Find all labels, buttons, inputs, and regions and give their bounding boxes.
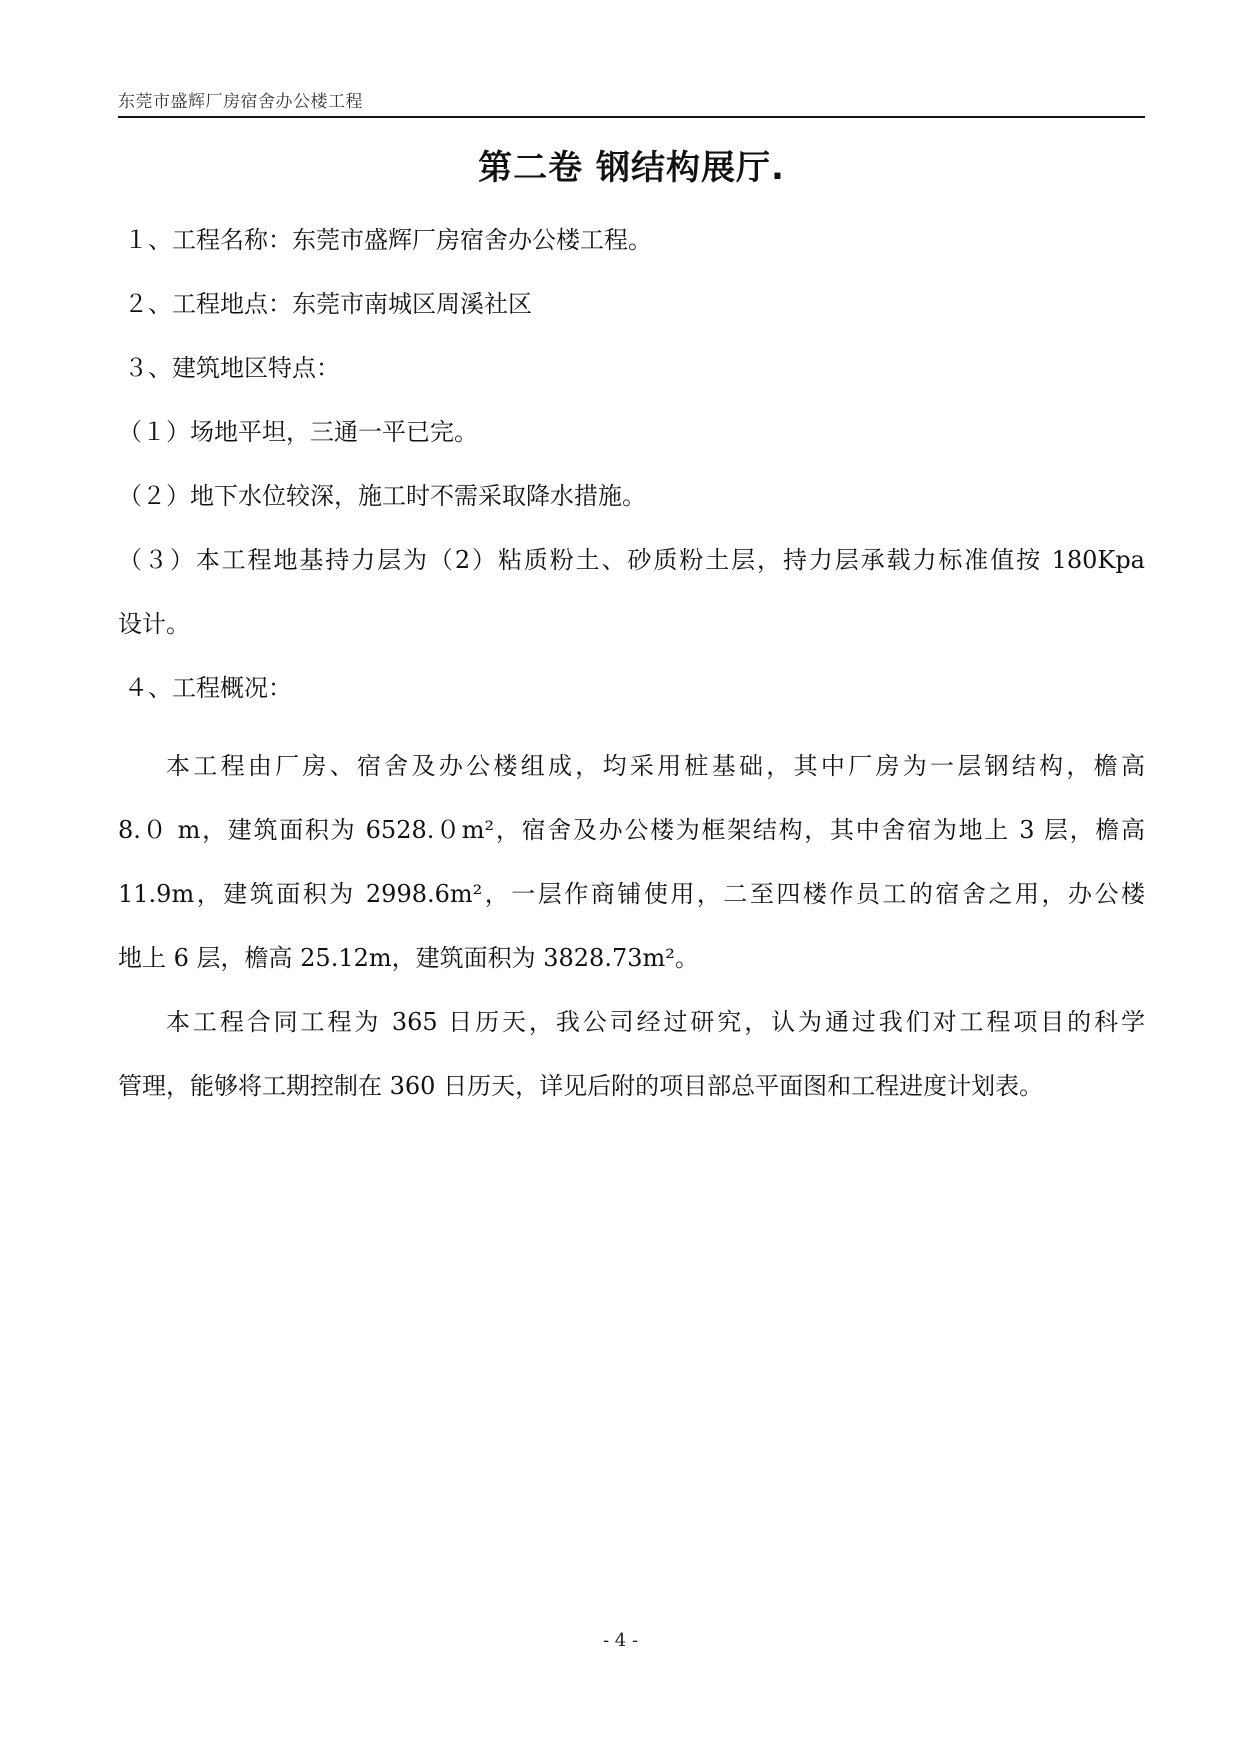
item-site-features: ３、建筑地区特点：	[124, 354, 340, 382]
item-project-location: ２、工程地点：东莞市南城区周溪社区	[124, 290, 532, 318]
page-header	[118, 88, 1145, 118]
overview-line-2: 8.０ m，建筑面积为 6528.０m²，宿舍及办公楼为框架结构，其中舍宿为地上 3 层，檐高	[118, 816, 1145, 844]
item-feature-2: （２）地下水位较深，施工时不需采取降水措施。	[118, 482, 646, 510]
schedule-line-1: 本工程合同工程为 365 日历天，我公司经过研究，认为通过我们对工程项目的科学	[166, 1008, 1145, 1036]
schedule-line-2: 管理，能够将工期控制在 360 日历天，详见后附的项目部总平面图和工程进度计划表。	[118, 1072, 1044, 1100]
item-feature-3-line-1: （３）本工程地基持力层为（2）粘质粉土、砂质粉土层，持力层承载力标准值按 180Kpa	[118, 546, 1145, 574]
overview-line-3: 11.9m，建筑面积为 2998.6m²，一层作商铺使用，二至四楼作员工的宿舍之用，办公楼	[118, 880, 1145, 908]
page-title: 第二卷 钢结构展厅.	[478, 148, 785, 188]
header-title: 东莞市盛辉厂房宿舍办公楼工程	[118, 92, 363, 112]
overview-paragraph	[118, 734, 1145, 990]
item-project-name: １、工程名称：东莞市盛辉厂房宿舍办公楼工程。	[124, 226, 652, 254]
item-feature-1: （１）场地平坦，三通一平已完。	[118, 418, 478, 446]
schedule-paragraph	[118, 990, 1145, 1118]
overview-line-4: 地上 6 层，檐高 25.12m，建筑面积为 3828.73m²。	[118, 944, 699, 972]
document-body	[118, 222, 1145, 1118]
overview-line-1: 本工程由厂房、宿舍及办公楼组成，均采用桩基础，其中厂房为一层钢结构，檐高	[166, 752, 1145, 780]
item-project-overview: ４、工程概况：	[124, 674, 292, 702]
item-feature-3-line-2: 设计。	[118, 610, 190, 638]
page-number: - 4 -	[602, 1630, 639, 1651]
